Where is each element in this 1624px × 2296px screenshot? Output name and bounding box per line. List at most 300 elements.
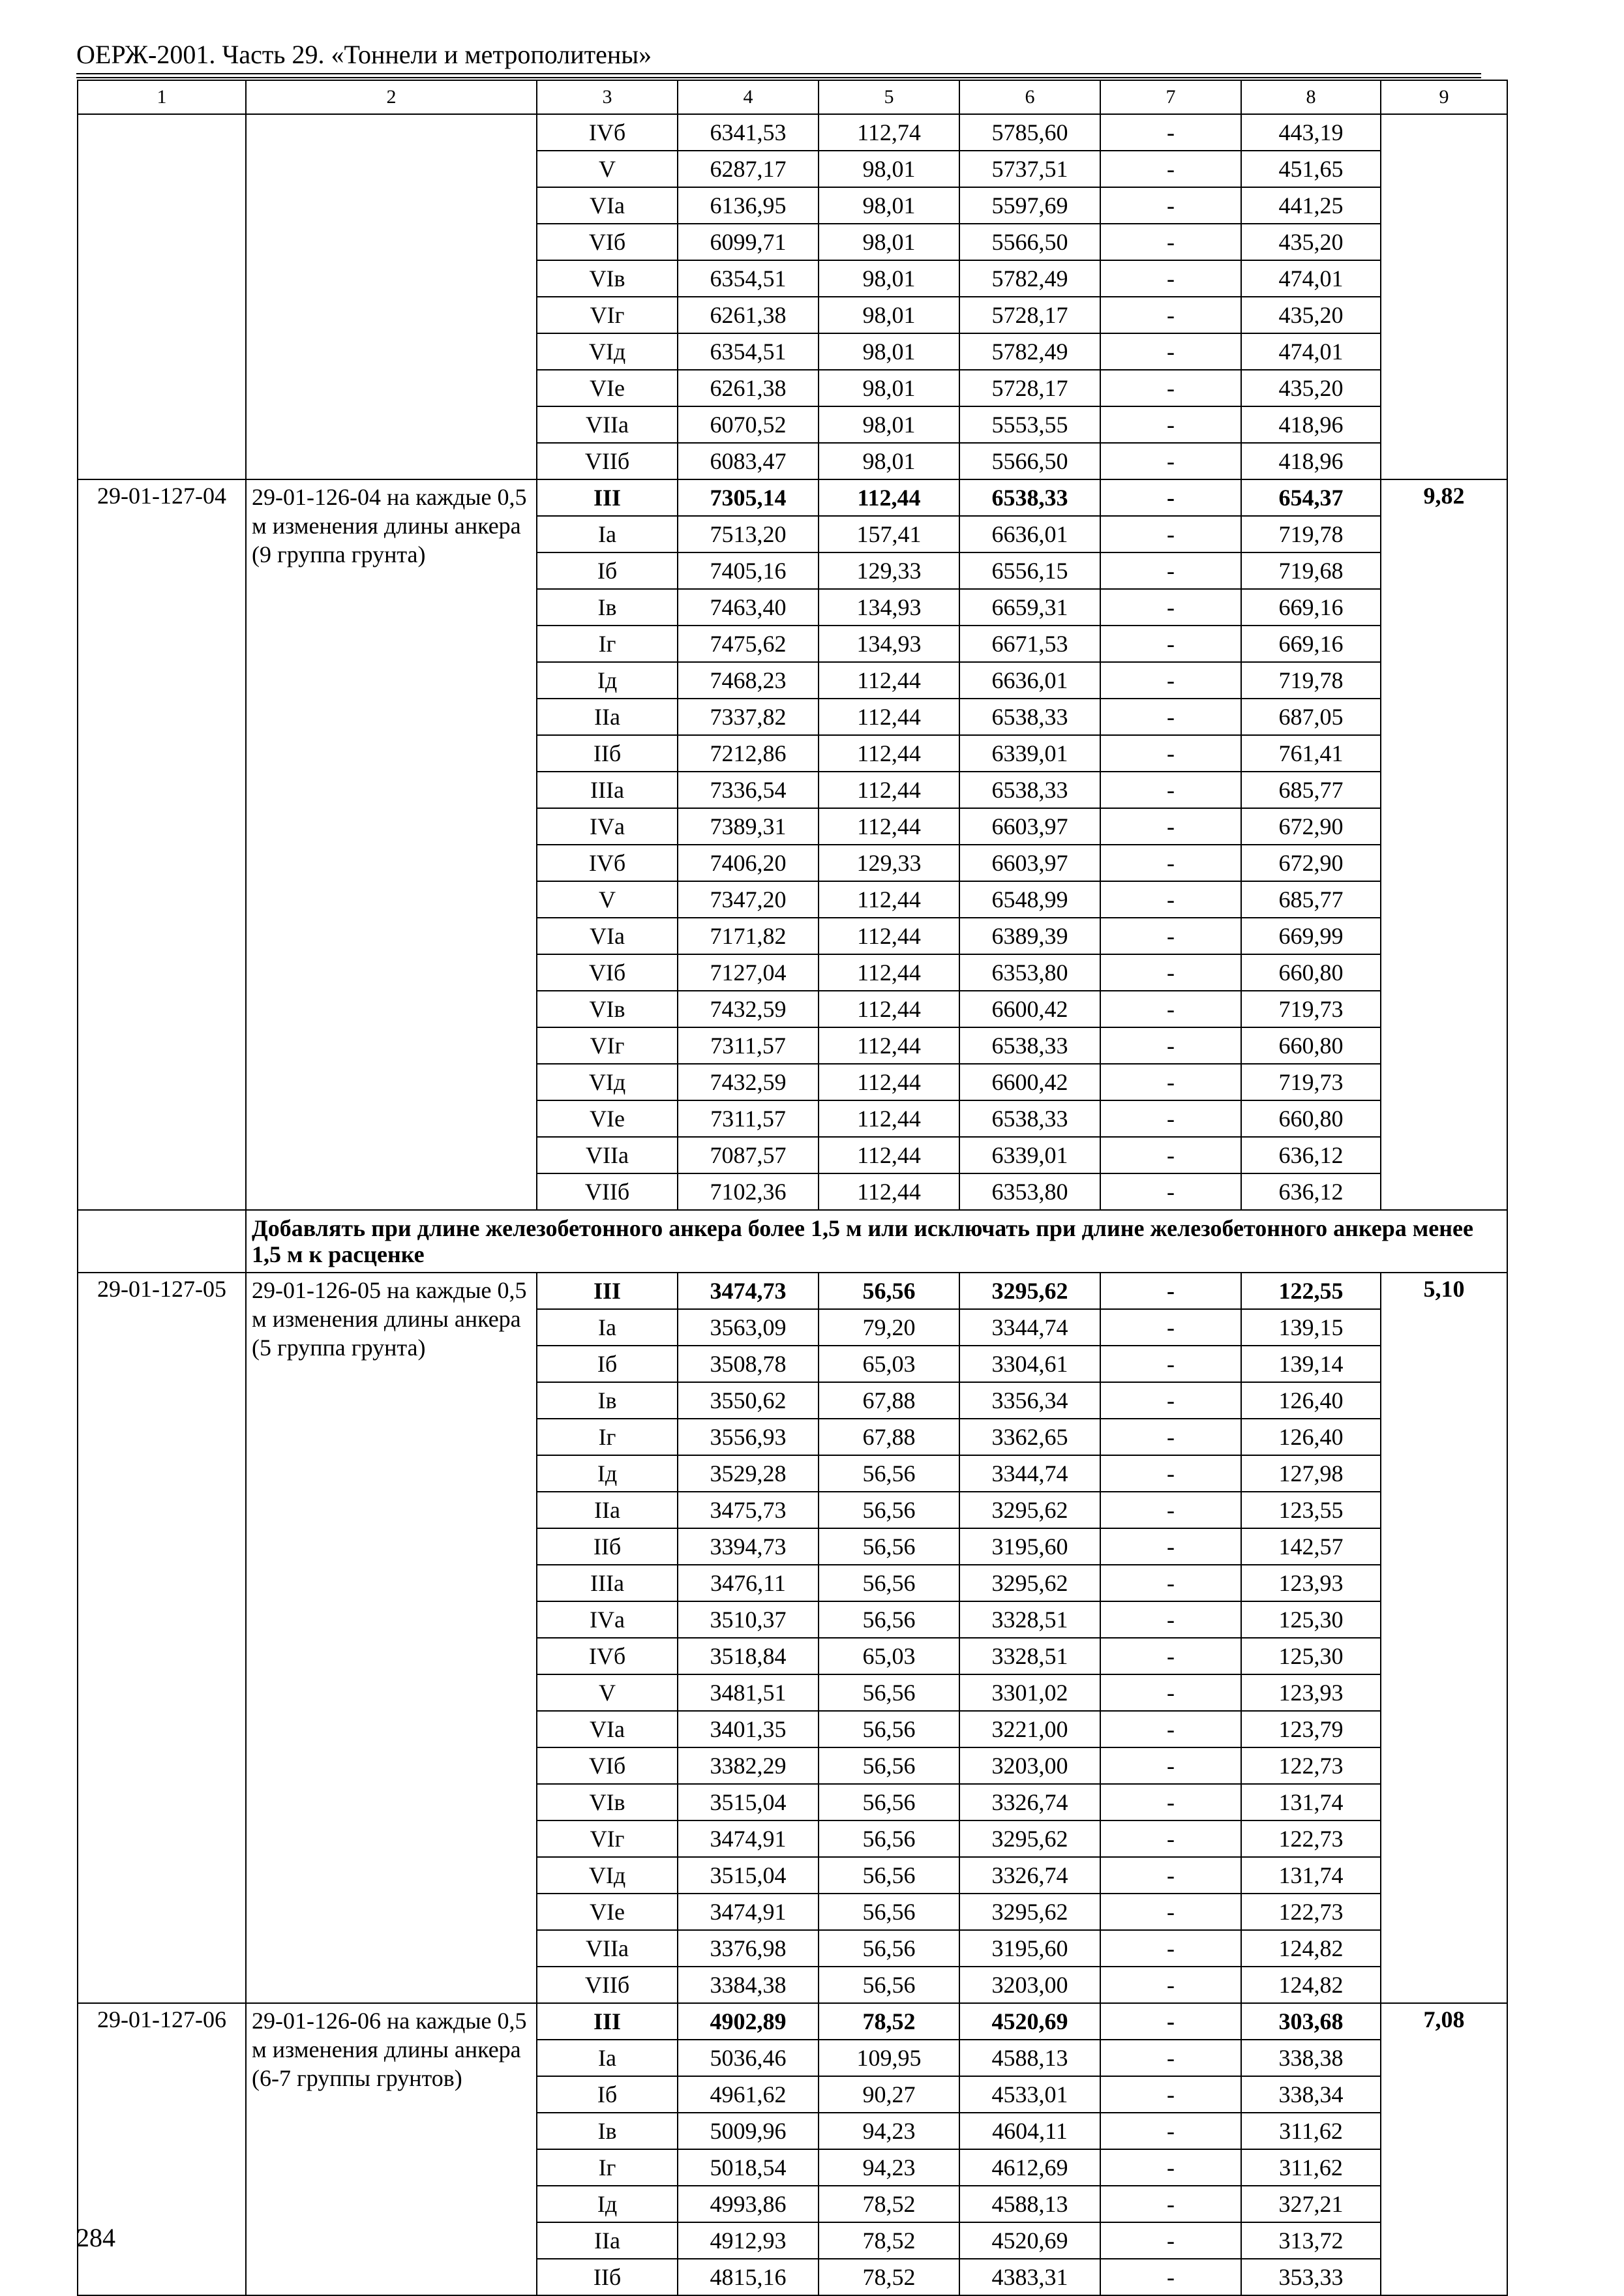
value-cell-col5: 98,01 [819,443,959,479]
value-cell-col6: 5782,49 [959,333,1100,370]
value-cell-col8: 761,41 [1241,735,1381,772]
value-cell-col4: 7475,62 [678,626,819,662]
value-cell-col7: - [1100,1857,1241,1894]
value-cell-col5: 56,56 [819,1565,959,1601]
soil-group-cell: IVа [537,1601,678,1638]
soil-group-cell: III [537,479,678,516]
soil-group-cell: VIв [537,260,678,297]
value-cell-col8: 636,12 [1241,1137,1381,1173]
description-cell: 29-01-126-06 на каждые 0,5 м изменения длины анкера (6-7 группы грунтов) [246,2003,537,2295]
value-cell-col4: 3515,04 [678,1784,819,1820]
value-cell-col7: - [1100,626,1241,662]
table-row [78,479,1507,516]
value-cell-col7: - [1100,1492,1241,1528]
value-cell-col8: 122,73 [1241,1820,1381,1857]
value-cell-col6: 6339,01 [959,1137,1100,1173]
value-cell-col7: - [1100,2076,1241,2113]
value-cell-col7: - [1100,516,1241,552]
value-cell-col4: 7432,59 [678,991,819,1027]
value-cell-col8: 669,99 [1241,918,1381,954]
value-cell-col6: 5553,55 [959,406,1100,443]
value-cell-col7: - [1100,2113,1241,2149]
value-cell-col6: 6600,42 [959,1064,1100,1100]
value-cell-col7: - [1100,114,1241,151]
soil-group-cell: VIIа [537,406,678,443]
value-cell-col6: 3203,00 [959,1967,1100,2003]
value-cell-col8: 124,82 [1241,1930,1381,1967]
soil-group-cell: Iд [537,2186,678,2222]
value-cell-col5: 67,88 [819,1419,959,1455]
value-cell-col7: - [1100,1638,1241,1674]
value-cell-col8: 719,73 [1241,1064,1381,1100]
value-cell-col4: 3475,73 [678,1492,819,1528]
value-cell-col6: 4520,69 [959,2003,1100,2040]
value-cell-col5: 56,56 [819,1967,959,2003]
value-cell-col7: - [1100,589,1241,626]
value-cell-col4: 4993,86 [678,2186,819,2222]
value-cell-col8: 123,93 [1241,1565,1381,1601]
value-cell-col6: 6538,33 [959,699,1100,735]
value-cell-col6: 3295,62 [959,1820,1100,1857]
column-header: 5 [819,80,959,114]
value-cell-col7: - [1100,845,1241,881]
value-cell-col5: 112,44 [819,1064,959,1100]
table-body [78,80,1507,2295]
value-cell-col5: 112,74 [819,114,959,151]
value-cell-col5: 56,56 [819,1747,959,1784]
value-cell-col4: 3394,73 [678,1528,819,1565]
soil-group-cell: IIб [537,1528,678,1565]
value-cell-col5: 78,52 [819,2222,959,2259]
value-cell-col5: 112,44 [819,991,959,1027]
value-cell-col5: 56,56 [819,1601,959,1638]
description-cell: 29-01-126-05 на каждые 0,5 м изменения длины анкера (5 группа грунта) [246,1273,537,2003]
description-cell [246,114,537,479]
soil-group-cell: IIIа [537,772,678,808]
value-cell-col5: 112,44 [819,954,959,991]
value-cell-col8: 672,90 [1241,845,1381,881]
soil-group-cell: Iг [537,1419,678,1455]
value-cell-col6: 6600,42 [959,991,1100,1027]
value-cell-col6: 3344,74 [959,1309,1100,1346]
value-cell-col5: 98,01 [819,224,959,260]
value-cell-col7: - [1100,808,1241,845]
value-cell-col5: 134,93 [819,626,959,662]
value-cell-col5: 129,33 [819,552,959,589]
value-cell-col5: 56,56 [819,1857,959,1894]
soil-group-cell: VIIа [537,1930,678,1967]
soil-group-cell: III [537,2003,678,2040]
value-cell-col6: 6538,33 [959,1100,1100,1137]
value-cell-col5: 112,44 [819,1027,959,1064]
value-cell-col6: 6636,01 [959,662,1100,699]
soil-group-cell: IIб [537,735,678,772]
value-cell-col6: 5597,69 [959,187,1100,224]
value-cell-col4: 3474,91 [678,1894,819,1930]
value-cell-col4: 4902,89 [678,2003,819,2040]
soil-group-cell: Iа [537,516,678,552]
value-cell-col4: 5018,54 [678,2149,819,2186]
value-cell-col6: 3356,34 [959,1382,1100,1419]
value-cell-col5: 134,93 [819,589,959,626]
header-rule-bottom [76,77,1481,78]
soil-group-cell: IIа [537,2222,678,2259]
value-cell-col6: 6671,53 [959,626,1100,662]
column-header: 1 [78,80,246,114]
value-cell-col6: 6389,39 [959,918,1100,954]
code-cell: 29-01-127-06 [78,2003,246,2295]
value-cell-col8: 131,74 [1241,1857,1381,1894]
value-cell-col6: 5728,17 [959,297,1100,333]
value-cell-col5: 94,23 [819,2113,959,2149]
value-cell-col7: - [1100,1027,1241,1064]
value-cell-col8: 139,15 [1241,1309,1381,1346]
value-cell-col8: 311,62 [1241,2149,1381,2186]
value-cell-col4: 3550,62 [678,1382,819,1419]
value-cell-col8: 685,77 [1241,881,1381,918]
value-cell-col6: 3328,51 [959,1638,1100,1674]
value-cell-col8: 654,37 [1241,479,1381,516]
soil-group-cell: IIа [537,699,678,735]
soil-group-cell: VIа [537,918,678,954]
value-cell-col7: - [1100,1173,1241,1210]
value-cell-col7: - [1100,1820,1241,1857]
column-header: 2 [246,80,537,114]
value-cell-col7: - [1100,187,1241,224]
note-empty-cell [78,1210,246,1273]
value-cell-col8: 435,20 [1241,370,1381,406]
value-cell-col8: 636,12 [1241,1173,1381,1210]
code-cell: 29-01-127-05 [78,1273,246,2003]
value-cell-col7: - [1100,954,1241,991]
value-cell-col8: 327,21 [1241,2186,1381,2222]
value-cell-col4: 4815,16 [678,2259,819,2295]
value-cell-col8: 660,80 [1241,1100,1381,1137]
value-cell-col5: 98,01 [819,260,959,297]
value-cell-col8: 474,01 [1241,260,1381,297]
note-row [78,1210,1507,1273]
value-cell-col7: - [1100,479,1241,516]
value-cell-col5: 90,27 [819,2076,959,2113]
value-cell-col5: 65,03 [819,1346,959,1382]
value-cell-col8: 687,05 [1241,699,1381,735]
value-cell-col6: 4612,69 [959,2149,1100,2186]
value-cell-col5: 56,56 [819,1820,959,1857]
value-cell-col8: 338,34 [1241,2076,1381,2113]
value-cell-col5: 112,44 [819,1100,959,1137]
value-cell-col8: 435,20 [1241,224,1381,260]
value-cell-col8: 435,20 [1241,297,1381,333]
value-cell-col4: 3382,29 [678,1747,819,1784]
soil-group-cell: Iб [537,552,678,589]
value-cell-col4: 7463,40 [678,589,819,626]
value-cell-col5: 112,44 [819,1173,959,1210]
value-cell-col7: - [1100,1419,1241,1455]
value-cell-col5: 67,88 [819,1382,959,1419]
value-cell-col7: - [1100,1711,1241,1747]
value-cell-col7: - [1100,443,1241,479]
soil-group-cell: IVб [537,1638,678,1674]
table-row [78,1273,1507,1309]
value-cell-col7: - [1100,772,1241,808]
value-cell-col6: 3344,74 [959,1455,1100,1492]
value-cell-col8: 451,65 [1241,151,1381,187]
value-cell-col7: - [1100,297,1241,333]
value-cell-col5: 98,01 [819,370,959,406]
value-cell-col4: 7311,57 [678,1100,819,1137]
soil-group-cell: IIб [537,2259,678,2295]
value-cell-col4: 7513,20 [678,516,819,552]
value-cell-col7: - [1100,1064,1241,1100]
value-cell-col7: - [1100,662,1241,699]
value-cell-col4: 3556,93 [678,1419,819,1455]
value-cell-col7: - [1100,2186,1241,2222]
value-cell-col4: 6261,38 [678,297,819,333]
value-cell-col5: 112,44 [819,881,959,918]
value-cell-col5: 56,56 [819,1930,959,1967]
col9-cell: 5,10 [1381,1273,1507,2003]
value-cell-col8: 338,38 [1241,2040,1381,2076]
value-cell-col5: 78,52 [819,2259,959,2295]
value-cell-col7: - [1100,1601,1241,1638]
value-cell-col8: 441,25 [1241,187,1381,224]
value-cell-col6: 4588,13 [959,2040,1100,2076]
value-cell-col8: 719,78 [1241,516,1381,552]
value-cell-col4: 3474,73 [678,1273,819,1309]
soil-group-cell: Iб [537,1346,678,1382]
value-cell-col6: 5785,60 [959,114,1100,151]
value-cell-col4: 6136,95 [678,187,819,224]
value-cell-col6: 6603,97 [959,845,1100,881]
note-cell: Добавлять при длине железобетонного анкера более 1,5 м или исключать при длине железобетонного анкера менее 1,5 м к расценке [246,1210,1507,1273]
value-cell-col4: 6099,71 [678,224,819,260]
value-cell-col5: 56,56 [819,1894,959,1930]
value-cell-col8: 719,73 [1241,991,1381,1027]
value-cell-col6: 3326,74 [959,1857,1100,1894]
soil-group-cell: VIе [537,1100,678,1137]
value-cell-col7: - [1100,735,1241,772]
value-cell-col8: 123,55 [1241,1492,1381,1528]
value-cell-col4: 7432,59 [678,1064,819,1100]
value-cell-col6: 3195,60 [959,1528,1100,1565]
soil-group-cell: Iв [537,2113,678,2149]
soil-group-cell: VIг [537,1820,678,1857]
soil-group-cell: VIе [537,370,678,406]
value-cell-col7: - [1100,699,1241,735]
soil-group-cell: VIа [537,187,678,224]
value-cell-col8: 660,80 [1241,954,1381,991]
value-cell-col4: 4961,62 [678,2076,819,2113]
value-cell-col4: 7405,16 [678,552,819,589]
value-cell-col8: 131,74 [1241,1784,1381,1820]
value-cell-col6: 6538,33 [959,772,1100,808]
value-cell-col7: - [1100,2259,1241,2295]
value-cell-col7: - [1100,1346,1241,1382]
value-cell-col4: 7212,86 [678,735,819,772]
value-cell-col8: 123,93 [1241,1674,1381,1711]
value-cell-col8: 126,40 [1241,1419,1381,1455]
value-cell-col6: 6659,31 [959,589,1100,626]
value-cell-col7: - [1100,1309,1241,1346]
table-header-row [78,80,1507,114]
value-cell-col7: - [1100,1967,1241,2003]
value-cell-col4: 3518,84 [678,1638,819,1674]
value-cell-col5: 112,44 [819,808,959,845]
value-cell-col8: 669,16 [1241,626,1381,662]
soil-group-cell: VIг [537,1027,678,1064]
description-cell: 29-01-126-04 на каждые 0,5 м изменения длины анкера (9 группа грунта) [246,479,537,1210]
value-cell-col4: 6354,51 [678,260,819,297]
value-cell-col4: 3476,11 [678,1565,819,1601]
value-cell-col4: 6287,17 [678,151,819,187]
value-cell-col5: 56,56 [819,1273,959,1309]
value-cell-col4: 7171,82 [678,918,819,954]
value-cell-col7: - [1100,1455,1241,1492]
value-cell-col4: 3508,78 [678,1346,819,1382]
soil-group-cell: Iв [537,1382,678,1419]
value-cell-col8: 719,68 [1241,552,1381,589]
value-cell-col4: 3529,28 [678,1455,819,1492]
col9-cell: 7,08 [1381,2003,1507,2295]
value-cell-col6: 3295,62 [959,1894,1100,1930]
value-cell-col6: 4383,31 [959,2259,1100,2295]
value-cell-col6: 3203,00 [959,1747,1100,1784]
value-cell-col4: 3481,51 [678,1674,819,1711]
value-cell-col4: 6341,53 [678,114,819,151]
value-cell-col7: - [1100,224,1241,260]
value-cell-col5: 78,52 [819,2003,959,2040]
value-cell-col7: - [1100,918,1241,954]
value-cell-col4: 3510,37 [678,1601,819,1638]
value-cell-col6: 3295,62 [959,1565,1100,1601]
value-cell-col5: 79,20 [819,1309,959,1346]
value-cell-col8: 443,19 [1241,114,1381,151]
value-cell-col7: - [1100,260,1241,297]
value-cell-col7: - [1100,2003,1241,2040]
value-cell-col4: 3563,09 [678,1309,819,1346]
value-cell-col7: - [1100,1674,1241,1711]
value-cell-col5: 65,03 [819,1638,959,1674]
column-header: 9 [1381,80,1507,114]
soil-group-cell: VIб [537,954,678,991]
value-cell-col8: 418,96 [1241,443,1381,479]
value-cell-col8: 125,30 [1241,1601,1381,1638]
value-cell-col4: 7102,36 [678,1173,819,1210]
value-cell-col6: 3295,62 [959,1492,1100,1528]
value-cell-col4: 7406,20 [678,845,819,881]
value-cell-col7: - [1100,1747,1241,1784]
value-cell-col4: 4912,93 [678,2222,819,2259]
soil-group-cell: Iг [537,626,678,662]
value-cell-col7: - [1100,406,1241,443]
value-cell-col7: - [1100,1528,1241,1565]
value-cell-col6: 4604,11 [959,2113,1100,2149]
soil-group-cell: VIе [537,1894,678,1930]
price-table [77,80,1508,2296]
soil-group-cell: IVб [537,845,678,881]
value-cell-col5: 112,44 [819,918,959,954]
value-cell-col8: 127,98 [1241,1455,1381,1492]
value-cell-col5: 112,44 [819,662,959,699]
value-cell-col5: 98,01 [819,187,959,224]
value-cell-col7: - [1100,991,1241,1027]
value-cell-col7: - [1100,1100,1241,1137]
value-cell-col4: 3384,38 [678,1967,819,2003]
value-cell-col6: 3304,61 [959,1346,1100,1382]
value-cell-col5: 98,01 [819,297,959,333]
soil-group-cell: V [537,1674,678,1711]
value-cell-col8: 122,73 [1241,1747,1381,1784]
value-cell-col4: 7337,82 [678,699,819,735]
value-cell-col5: 56,56 [819,1492,959,1528]
value-cell-col4: 5009,96 [678,2113,819,2149]
value-cell-col7: - [1100,2149,1241,2186]
code-cell: 29-01-127-04 [78,479,246,1210]
value-cell-col6: 3295,62 [959,1273,1100,1309]
value-cell-col4: 3474,91 [678,1820,819,1857]
value-cell-col6: 5566,50 [959,224,1100,260]
page-number: 284 [76,2223,115,2252]
value-cell-col6: 5737,51 [959,151,1100,187]
value-cell-col8: 672,90 [1241,808,1381,845]
value-cell-col7: - [1100,1894,1241,1930]
soil-group-cell: IIIа [537,1565,678,1601]
value-cell-col4: 3515,04 [678,1857,819,1894]
value-cell-col4: 7468,23 [678,662,819,699]
soil-group-cell: Iг [537,2149,678,2186]
value-cell-col8: 122,73 [1241,1894,1381,1930]
column-header: 8 [1241,80,1381,114]
value-cell-col7: - [1100,1273,1241,1309]
value-cell-col8: 474,01 [1241,333,1381,370]
value-cell-col4: 3401,35 [678,1711,819,1747]
value-cell-col6: 6538,33 [959,1027,1100,1064]
page-header: ОЕРЖ-2001. Часть 29. «Тоннели и метрополитены» [76,40,652,69]
value-cell-col5: 98,01 [819,333,959,370]
soil-group-cell: Iб [537,2076,678,2113]
value-cell-col4: 7087,57 [678,1137,819,1173]
value-cell-col5: 98,01 [819,406,959,443]
value-cell-col8: 311,62 [1241,2113,1381,2149]
soil-group-cell: VIд [537,1064,678,1100]
value-cell-col4: 7336,54 [678,772,819,808]
col9-cell: 9,82 [1381,479,1507,1210]
value-cell-col8: 124,82 [1241,1967,1381,2003]
value-cell-col5: 98,01 [819,151,959,187]
value-cell-col5: 112,44 [819,735,959,772]
value-cell-col7: - [1100,881,1241,918]
column-header: 7 [1100,80,1241,114]
value-cell-col7: - [1100,151,1241,187]
value-cell-col4: 5036,46 [678,2040,819,2076]
value-cell-col7: - [1100,2040,1241,2076]
value-cell-col6: 5566,50 [959,443,1100,479]
value-cell-col8: 125,30 [1241,1638,1381,1674]
value-cell-col6: 3326,74 [959,1784,1100,1820]
soil-group-cell: V [537,881,678,918]
value-cell-col8: 303,68 [1241,2003,1381,2040]
header-rule-top [76,73,1481,74]
value-cell-col6: 3195,60 [959,1930,1100,1967]
value-cell-col7: - [1100,1382,1241,1419]
value-cell-col6: 3221,00 [959,1711,1100,1747]
value-cell-col5: 157,41 [819,516,959,552]
code-cell [78,114,246,479]
value-cell-col5: 112,44 [819,479,959,516]
value-cell-col6: 6339,01 [959,735,1100,772]
soil-group-cell: IIа [537,1492,678,1528]
value-cell-col8: 418,96 [1241,406,1381,443]
